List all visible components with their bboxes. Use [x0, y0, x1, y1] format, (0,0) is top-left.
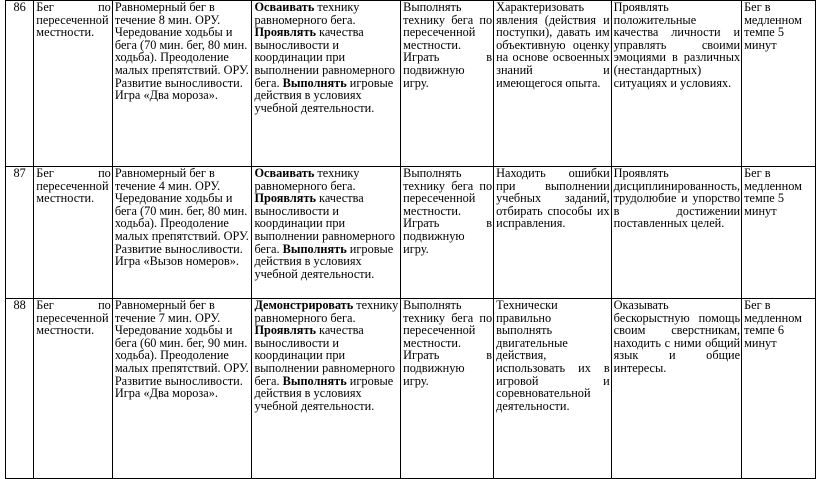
personal-results-cell: Оказывать бескорыстную помощь своим сверстникам, находить с ними общий язык и общие интересы. [611, 299, 741, 479]
lesson-content-cell: Равномерный бег в течение 4 мин. ОРУ. Чередование ходьбы и бега (70 мин. бег, 80 мин. ходьба). Преодоление малых препятствий. ОРУ. Развитие выносливости. Игра «Вызов номеров». [112, 167, 252, 299]
activity-verb: Демонстрировать [254, 298, 354, 312]
metasubject-results-cell: Находить ошибки при выполнении учебных заданий, отбирать способы их исправления. [494, 167, 612, 299]
lesson-number-cell: 87 [6, 167, 34, 299]
lesson-number-cell: 88 [6, 299, 34, 479]
activity-verb: Проявлять [254, 191, 316, 206]
activity-text: игровые действия в условиях учебной деятельности. [254, 373, 394, 413]
activity-text: технику равномерного бега. [254, 166, 360, 193]
student-activities-cell [252, 1, 401, 167]
metasubject-results-cell: Характеризовать явления (действия и поступки), давать им объективную оценку на основе освоенных знаний и имеющегося опыта. [494, 1, 612, 167]
lesson-topic-cell: Бег по пересеченной местности. [34, 299, 113, 479]
activity-text: игровые действия в условиях учебной деятельности. [254, 75, 394, 115]
subject-results-cell: Выполнять технику бега по пересеченной местности. Играть в подвижную игру. [401, 299, 494, 479]
personal-results-cell: Проявлять дисциплинированность, трудолюбие и упорство в достижении поставленных целей. [611, 167, 741, 299]
homework-cell: Бег в медленном темпе 6 минут [742, 299, 816, 479]
activity-text: игровые действия в условиях учебной деятельности. [254, 241, 394, 281]
lesson-number-cell: 86 [6, 1, 34, 167]
lesson-topic-cell: Бег по пересеченной местности. [34, 1, 113, 167]
metasubject-results-cell: Технически правильно выполнять двигательные действия, использовать их в игровой и соревновательной деятельности. [494, 299, 612, 479]
activity-text: технику равномерного бега. [254, 298, 399, 325]
activity-text: технику равномерного бега. [254, 0, 360, 27]
lesson-content-cell: Равномерный бег в течение 8 мин. ОРУ. Чередование ходьбы и бега (70 мин. бег, 80 мин. ходьба). Преодоление малых препятствий. ОРУ. Развитие выносливости. Игра «Два мороза». [112, 1, 252, 167]
subject-results-cell: Выполнять технику бега по пересеченной местности. Играть в подвижную игру. [401, 167, 494, 299]
activity-text: качества выносливости и координации при выполнении равномерного бега. [254, 25, 395, 90]
table-row [6, 1, 816, 167]
activity-verb: Осваивать [254, 166, 315, 180]
activity-verb: Выполнять [282, 241, 347, 256]
activity-text: качества выносливости и координации при выполнении равномерного бега. [254, 323, 395, 388]
student-activities-cell [252, 299, 401, 479]
activity-text: качества выносливости и координации при выполнении равномерного бега. [254, 191, 395, 256]
activity-verb: Выполнять [282, 75, 347, 90]
personal-results-cell: Проявлять положительные качества личности и управлять своими эмоциями в различных (нестандартных) ситуациях и условиях. [611, 1, 741, 167]
table-row [6, 167, 816, 299]
homework-cell: Бег в медленном темпе 5 минут [742, 1, 816, 167]
lesson-content-cell: Равномерный бег в течение 7 мин. ОРУ. Чередование ходьбы и бега (60 мин. бег, 90 мин. ходьба). Преодоление малых препятствий. ОРУ. Развитие выносливости. Игра «Два мороза». [112, 299, 252, 479]
activity-verb: Выполнять [282, 373, 347, 388]
lesson-plan-table [5, 0, 816, 479]
activity-verb: Проявлять [254, 25, 316, 40]
lesson-topic-cell: Бег по пересеченной местности. [34, 167, 113, 299]
activity-verb: Осваивать [254, 0, 315, 14]
activity-verb: Проявлять [254, 323, 316, 338]
subject-results-cell: Выполнять технику бега по пересеченной местности. Играть в подвижную игру. [401, 1, 494, 167]
student-activities-cell [252, 167, 401, 299]
homework-cell: Бег в медленном темпе 5 минут [742, 167, 816, 299]
table-row [6, 299, 816, 479]
